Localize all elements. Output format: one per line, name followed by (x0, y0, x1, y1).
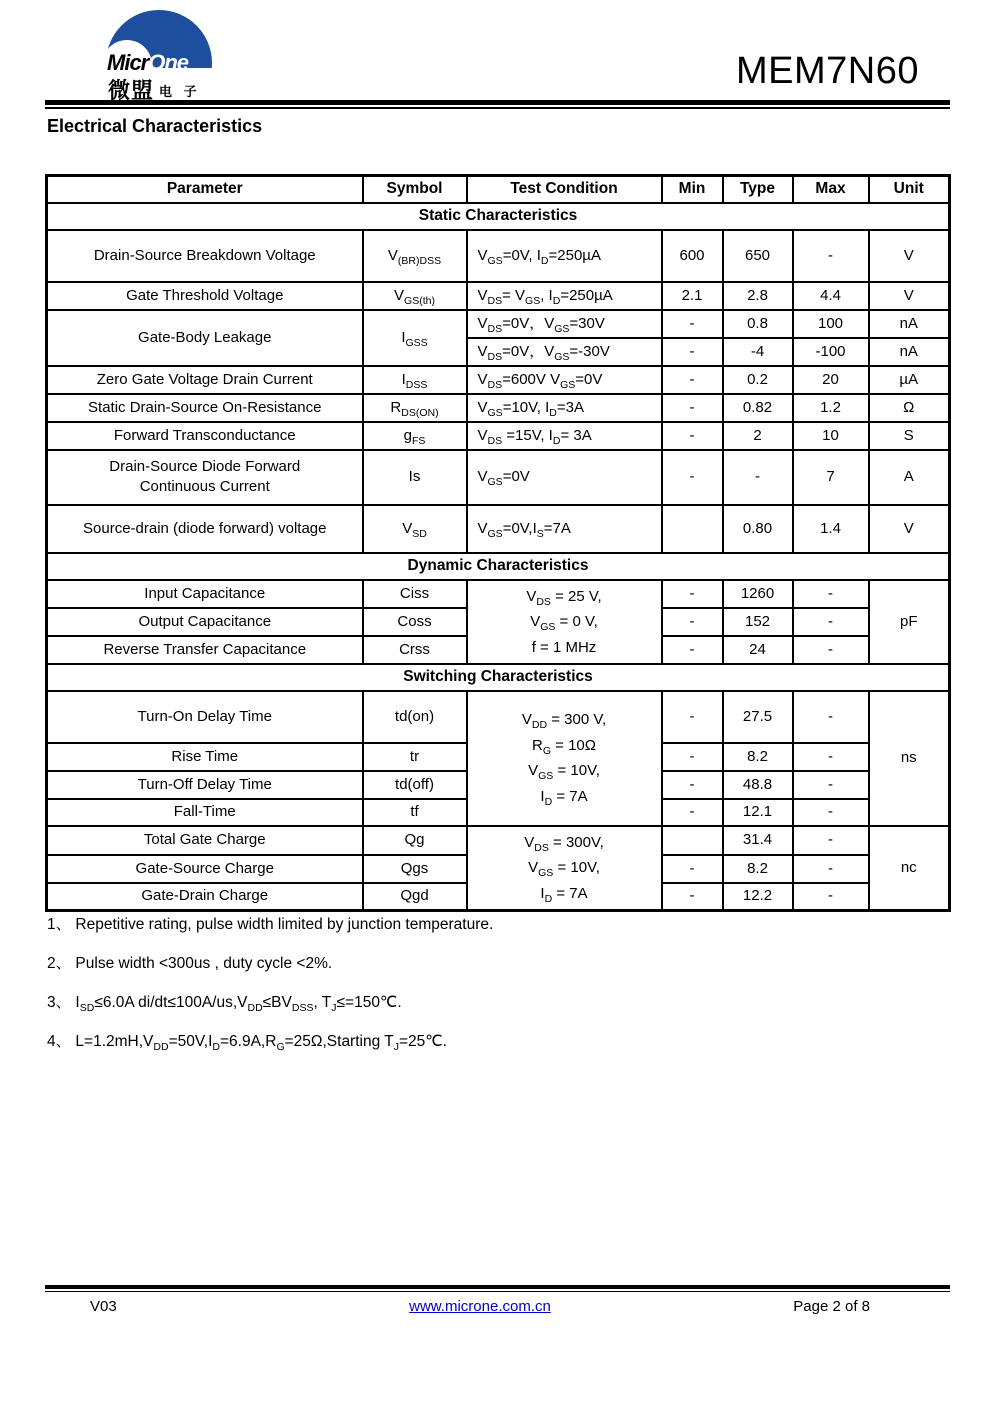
page-title: Electrical Characteristics (47, 116, 263, 136)
table-cell: S (869, 422, 950, 450)
table-cell: V (869, 282, 950, 310)
table-cell: - (793, 799, 869, 826)
table-cell: $V_{SD}$ (363, 505, 467, 553)
table-cell: - (793, 608, 869, 636)
table-row (47, 505, 950, 553)
table-cell: - (662, 855, 723, 883)
footer-page-indicator: Page 2 of 8 (793, 1298, 870, 1315)
table-header-row (47, 176, 950, 203)
website-link[interactable]: www.microne.com.cn (409, 1298, 551, 1315)
table-row (47, 282, 950, 310)
table-cell: 1.4 (793, 505, 869, 553)
table-cell: $V_{DS}=600V$ $V_{GS}=0V$ (467, 366, 662, 394)
logo-brand-white: One (148, 50, 189, 75)
table-cell: - (662, 310, 723, 338)
table-cell: 2.8 (723, 282, 793, 310)
table-cell: 10 (793, 422, 869, 450)
table-cell: - (662, 608, 723, 636)
footer (45, 1298, 950, 1315)
section-row (47, 553, 950, 580)
note-line: 3、 $I_{SD}\le 6.0A$ $di/dt\le 100A/us,V_{DD}\le BV_{DSS}$, $T_J\le=150℃$. (47, 994, 402, 1015)
logo-chinese-text (108, 74, 201, 105)
table-cell: 31.4 (723, 826, 793, 855)
table-cell: Turn-Off Delay Time (47, 771, 363, 799)
table-cell: Ω (869, 394, 950, 422)
table-cell: - (793, 826, 869, 855)
table-cell: - (793, 855, 869, 883)
table-cell: $V_{GS}=0V,I_S=7A$ (467, 505, 662, 553)
table-cell: Static Drain-Source On-Resistance (47, 394, 363, 422)
table-cell: V (869, 505, 950, 553)
section-header-cell: Dynamic Characteristics (47, 553, 950, 580)
table-cell: - (793, 230, 869, 282)
table-row (47, 450, 950, 505)
table-cell: $V_{(BR)DSS}$ (363, 230, 467, 282)
table-cell: $V_{GS}=10V$, $I_D=3A$ (467, 394, 662, 422)
logo-cn-secondary: 电 子 (159, 84, 201, 99)
table-cell: - (793, 691, 869, 743)
table-cell: $V_{DS} =15V$, $I_D= 3A$ (467, 422, 662, 450)
table-cell: Qg (363, 826, 467, 855)
logo-brand-text (107, 50, 188, 76)
notes-list (47, 914, 907, 1070)
table-cell: 12.2 (723, 883, 793, 911)
table-cell: 0.80 (723, 505, 793, 553)
table-cell: $V_{GS(th)}$ (363, 282, 467, 310)
footer-divider (45, 1285, 950, 1292)
table-cell: Is (363, 450, 467, 505)
footer-version: V03 (90, 1298, 117, 1315)
table-cell: - (723, 450, 793, 505)
logo-cn-primary: 微盟 (108, 78, 155, 103)
table-cell: - (662, 636, 723, 664)
table-cell: 2 (723, 422, 793, 450)
table-cell: pF (869, 580, 950, 664)
table-cell: 8.2 (723, 743, 793, 771)
table-cell: $R_{DS(ON)}$ (363, 394, 467, 422)
table-cell: $V_{DS}=0V$，$V_{GS}=-30V$ (467, 338, 662, 366)
table-cell: - (662, 883, 723, 911)
table-cell: 24 (723, 636, 793, 664)
table-cell: 0.82 (723, 394, 793, 422)
table-cell: Ciss (363, 580, 467, 608)
table-cell: Gate Threshold Voltage (47, 282, 363, 310)
note-line: 2、 Pulse width <300us , duty cycle <2%. (47, 955, 333, 972)
table-cell: $V_{DS} = 25$ V, $V_{GS} = 0$ V, f = 1 MHz (467, 580, 662, 664)
section-header-cell: Switching Characteristics (47, 664, 950, 691)
table-cell: Zero Gate Voltage Drain Current (47, 366, 363, 394)
part-number-title: MEM7N60 (736, 50, 919, 92)
table-cell: 100 (793, 310, 869, 338)
table-cell: Drain-Source Diode Forward Continuous Current (47, 450, 363, 505)
table-cell (662, 826, 723, 855)
note-line: 4、 $L=1.2mH,V_{DD}=50V,I_D=6.9A,R_G=25\Omega,Starting$ $T_J=25℃$. (47, 1033, 447, 1054)
table-cell: 1.2 (793, 394, 869, 422)
table-cell: Crss (363, 636, 467, 664)
table-cell: ns (869, 691, 950, 826)
column-header-type: Type (723, 176, 793, 203)
table-cell: Qgs (363, 855, 467, 883)
table-cell: tf (363, 799, 467, 826)
table-row (47, 691, 950, 743)
table-cell: - (662, 394, 723, 422)
table-cell: A (869, 450, 950, 505)
table-cell: 2.1 (662, 282, 723, 310)
table-cell: 152 (723, 608, 793, 636)
table-cell: - (662, 743, 723, 771)
table-cell: 0.8 (723, 310, 793, 338)
table-cell: -4 (723, 338, 793, 366)
table-cell: 48.8 (723, 771, 793, 799)
table-row (47, 422, 950, 450)
column-header-max: Max (793, 176, 869, 203)
table-cell: $I_{DSS}$ (363, 366, 467, 394)
electrical-characteristics-table (45, 174, 951, 912)
table-cell: -100 (793, 338, 869, 366)
column-header-parameter: Parameter (47, 176, 363, 203)
table-cell: - (662, 338, 723, 366)
microne-logo (98, 8, 238, 102)
section-row (47, 664, 950, 691)
table-cell: 650 (723, 230, 793, 282)
column-header-test-condition: Test Condition (467, 176, 662, 203)
table-cell: 1260 (723, 580, 793, 608)
table-cell: Output Capacitance (47, 608, 363, 636)
table-cell: $I_{GSS}$ (363, 310, 467, 366)
table-cell: $V_{DS} = 300V$, $V_{GS} = 10V$, $I_D = 7A$ (467, 826, 662, 911)
table-cell: Gate-Body Leakage (47, 310, 363, 366)
section-row (47, 203, 950, 230)
table-cell: Source-drain (diode forward) voltage (47, 505, 363, 553)
table-cell: Reverse Transfer Capacitance (47, 636, 363, 664)
table-cell: $V_{DS}=0V$，$V_{GS}=30V$ (467, 310, 662, 338)
section-header-cell: Static Characteristics (47, 203, 950, 230)
table-cell: 600 (662, 230, 723, 282)
table-cell: Coss (363, 608, 467, 636)
table-cell: nA (869, 310, 950, 338)
table-cell: Turn-On Delay Time (47, 691, 363, 743)
table-cell: - (662, 691, 723, 743)
table-cell: Drain-Source Breakdown Voltage (47, 230, 363, 282)
table-cell: 0.2 (723, 366, 793, 394)
table-cell: 7 (793, 450, 869, 505)
table-cell: Rise Time (47, 743, 363, 771)
table-cell: Gate-Drain Charge (47, 883, 363, 911)
table-cell: Forward Transconductance (47, 422, 363, 450)
table-cell: µA (869, 366, 950, 394)
table-cell: $V_{GS}=0V$ (467, 450, 662, 505)
table-cell: - (793, 883, 869, 911)
table-cell (662, 505, 723, 553)
table-cell: td(on) (363, 691, 467, 743)
table-cell: - (662, 580, 723, 608)
table-cell: - (793, 636, 869, 664)
table-cell: Total Gate Charge (47, 826, 363, 855)
table-cell: nc (869, 826, 950, 911)
table-cell: $V_{GS}=0V$, $I_D=250\mu A$ (467, 230, 662, 282)
table-cell: $V_{DS}= V_{GS}$, $I_D=250\mu A$ (467, 282, 662, 310)
table-cell: td(off) (363, 771, 467, 799)
table-row (47, 366, 950, 394)
table-cell: 27.5 (723, 691, 793, 743)
table-cell: 12.1 (723, 799, 793, 826)
column-header-symbol: Symbol (363, 176, 467, 203)
table-cell: Qgd (363, 883, 467, 911)
table-cell: nA (869, 338, 950, 366)
logo-brand-black: Micr (107, 50, 149, 75)
table-header (47, 176, 950, 203)
table-cell: 8.2 (723, 855, 793, 883)
table-row (47, 230, 950, 282)
table-row (47, 394, 950, 422)
table-cell: - (662, 771, 723, 799)
table-cell: V (869, 230, 950, 282)
table-body (47, 203, 950, 911)
column-header-min: Min (662, 176, 723, 203)
table-cell: - (793, 743, 869, 771)
table-cell: $g_{FS}$ (363, 422, 467, 450)
table-row (47, 310, 950, 338)
table-cell: - (662, 799, 723, 826)
table-cell: Input Capacitance (47, 580, 363, 608)
table-cell: $V_{DD} = 300$ V, $R_G = 10\Omega$ $V_{GS} = 10V$, $I_D = 7A$ (467, 691, 662, 826)
table-cell: - (793, 580, 869, 608)
table-cell: Gate-Source Charge (47, 855, 363, 883)
table-cell: - (662, 450, 723, 505)
table-cell: tr (363, 743, 467, 771)
table-cell: - (662, 422, 723, 450)
table-cell: - (793, 771, 869, 799)
table-cell: 4.4 (793, 282, 869, 310)
table-cell: 20 (793, 366, 869, 394)
table-row (47, 826, 950, 855)
table-row (47, 580, 950, 608)
table-cell: - (662, 366, 723, 394)
table-cell: Fall-Time (47, 799, 363, 826)
note-line: 1、 Repetitive rating, pulse width limited by junction temperature. (47, 916, 494, 933)
column-header-unit: Unit (869, 176, 950, 203)
